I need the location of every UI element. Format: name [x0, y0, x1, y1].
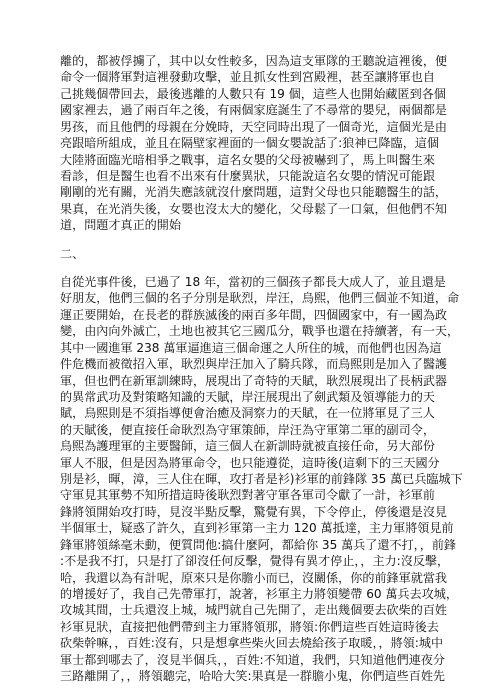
paragraph-2-line-3: 運正要開始，在長老的群族滅後的兩百多年間，四個國家中，有一國為政	[60, 307, 448, 322]
paragraph-1-line-3: 己挑幾個帶回去，最後逃離的人數只有 19 個，這些人也開始藏匿到各個	[60, 86, 446, 101]
paragraph-2-line-12: 軍人不服，但是因為將軍命令，也只能遵從，這時後(這剩下的三天國分	[60, 455, 440, 470]
paragraph-1-line-2: 命令一個將軍對這裡發動攻擊，並且抓女性到宮殿裡，甚至讓將軍也自	[60, 70, 435, 85]
paragraph-1-line-5: 男孩，而且他們的母親在分娩時，天空同時出現了一個奇光，這個光是由	[60, 119, 448, 134]
paragraph-1-line-7: 大陸將面臨光暗相爭之戰事，這名女嬰的父母被嚇到了，馬上叫醫生來	[60, 152, 435, 167]
paragraph-2-line-18: :不是我不打，只是打了卻沒任何反擊，覺得有異才停止，，主力:沒反擊，	[60, 554, 450, 569]
paragraph-1-line-8: 看診，但是醫生也看不出來有什麼異狀，只能說這名女嬰的情況可能跟	[60, 168, 435, 183]
paragraph-2-line-23: 砍柴幹嘛，，百姓:沒有，只是想拿些柴火回去燒給孩子取暖，，將領:城中	[60, 636, 444, 651]
paragraph-1-line-10: 果真，在光消失後，女嬰也沒太大的變化，父母鬆了一口氣，但他們不知	[60, 201, 448, 216]
paragraph-2-line-6: 件危機而被徵招入軍，耿烈與岸汪加入了騎兵隊，而烏熙則是加入了醫護	[60, 357, 448, 372]
section-heading: 二、	[60, 246, 85, 261]
paragraph-2-line-7: 軍，但也們在新軍訓練時，展現出了奇特的天賦，耿烈展現出了長柄武器	[60, 373, 448, 388]
paragraph-2-line-14: 守軍見其軍勢不知所措這時後耿烈對著守軍各軍司令獻了一計，衫軍前	[60, 488, 435, 503]
paragraph-2-line-10: 的天賦後，便直接任命耿烈為守軍策師，岸汪為守軍第二軍的副司令，	[60, 422, 435, 437]
paragraph-2-line-1: 自從光事件後，已過了 18 年，當初的三個孩子都長大成人了，並且還是	[60, 275, 446, 289]
paragraph-2-line-19: 哈，我還以為有計呢，原來只是你膽小而已，沒關係，你的前鋒軍就當我	[60, 570, 448, 585]
paragraph-2-line-21: 攻城其間，士兵還沒上城，城門就自己先開了，走出幾個要去砍柴的百姓	[60, 603, 448, 618]
paragraph-1-line-11: 道，問題才真正的開始	[60, 218, 181, 233]
paragraph-1-line-9: 剛剛的光有關，光消失應該就沒什麼問題，這對父母也只能聽醫生的話，	[60, 185, 448, 200]
paragraph-1-line-4: 國家裡去，過了兩百年之後，有兩個家庭誕生了不尋常的嬰兒，兩個都是	[60, 103, 448, 118]
paragraph-2-line-8: 的異常武功及對策略知識的天賦，岸汪展現出了劍武類及領導能力的天	[60, 389, 435, 404]
paragraph-1-line-1: 離的，都被俘擄了，其中以女性較多，因為這支軍隊的王聽說這裡後，便	[60, 54, 448, 68]
paragraph-2-line-22: 衫軍見狀，直接把他們帶到主力軍將領那，將領:你們這些百姓這時後去	[60, 619, 439, 634]
paragraph-2-line-17: 鋒軍將領絲毫未動，便質問他:搞什麼阿，都給你 35 萬兵了還不打，，前鋒	[60, 537, 457, 552]
paragraph-2-line-13: 別是衫，暉，漳，三人住在暉，攻打者是衫)衫軍的前鋒隊 35 萬已兵臨城下	[60, 472, 463, 486]
paragraph-2-line-16: 半個軍士，疑惑了許久，直到衫軍第一主力 120 萬抵達，主力軍將領見前	[60, 521, 454, 536]
paragraph-2-line-9: 賦，烏熙則是不須指導便會治癒及洞察力的天賦，在一位將軍見了三人	[60, 406, 435, 421]
paragraph-2-line-4: 變，由內向外滅亡，土地也被其它三國瓜分，戰爭也還在持續著，有一天，	[60, 324, 460, 339]
paragraph-2-line-24: 軍士都到哪去了，沒見半個兵，，百姓:不知道，我們，只知道他們連夜分	[60, 652, 446, 667]
paragraph-2-line-5: 其中一國進軍 238 萬軍逼進這三個命運之人所住的城，而他們也因為這	[60, 340, 442, 355]
paragraph-2-line-2: 好朋友，他們三個的名子分別是耿烈，岸汪，烏熙，他們三個並不知道，命	[60, 291, 460, 306]
paragraph-2-line-15: 鋒將領開始攻打時，見沒半點反擊，驚覺有異，下令停止，停後還是沒見	[60, 504, 448, 519]
paragraph-2-line-25: 三路離開了，，將領聽完，哈哈大笑:果真是一群膽小鬼，你們這些百姓先	[60, 669, 446, 683]
paragraph-2-line-11: 烏熙為護理軍的主要醫師，這三個人在新訓時就被直接任命，另大部份	[60, 439, 435, 454]
paragraph-1-line-6: 亮跟暗所組成，並且在隔壁家裡面的一個女嬰說話了:狼神已降臨，這個	[60, 136, 439, 151]
paragraph-2-line-20: 的增援好了，我自己先帶軍打，說著，衫軍主力將領變帶 60 萬兵去攻城，	[60, 586, 458, 601]
